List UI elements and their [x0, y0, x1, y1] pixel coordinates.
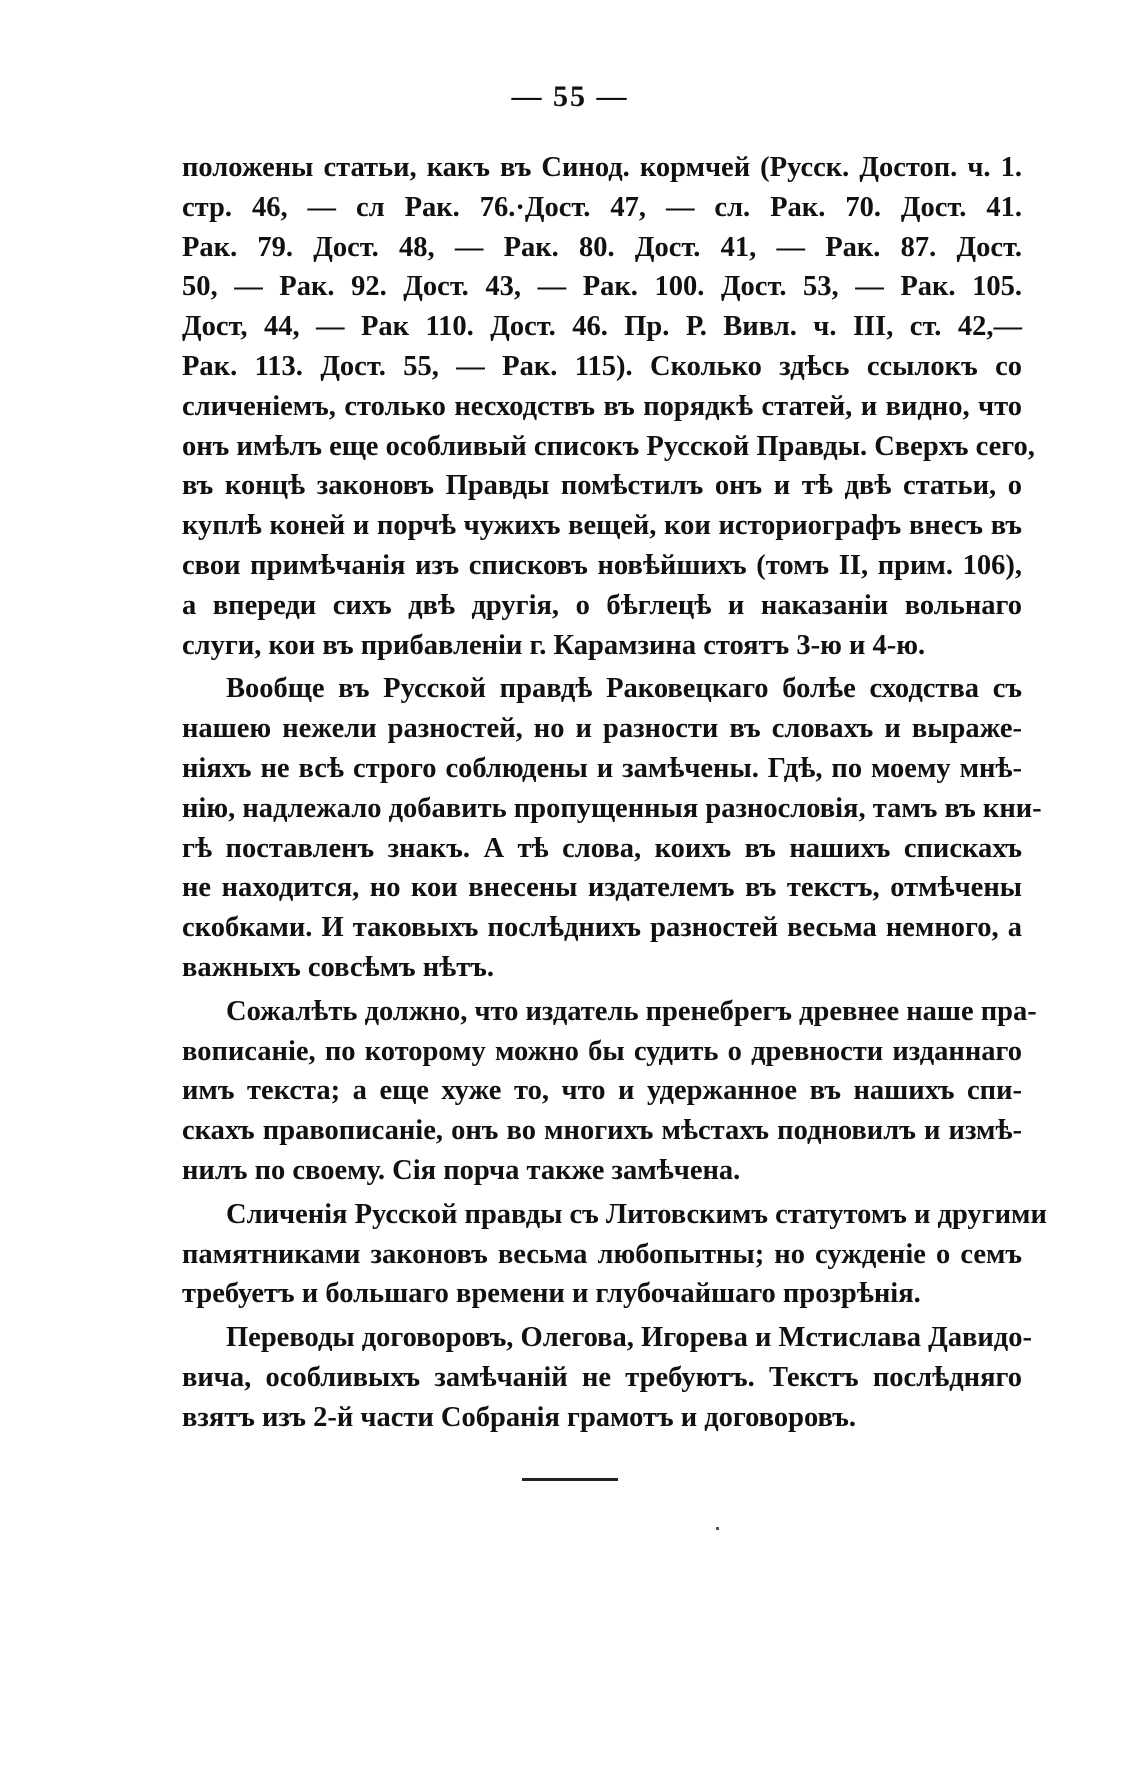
- text-line: вописаніе, по которому можно бы судить о древности изданнаго: [182, 1035, 1022, 1067]
- text-line: свои примѣчанія изъ списковъ новѣйшихъ (томъ II, прим. 106),: [182, 549, 1022, 581]
- text-line: положены статьи, какъ въ Синод. кормчей (Русск. Достоп. ч. 1.: [182, 152, 1022, 183]
- text-line: вича, особливыхъ замѣчаній не требуютъ. Текстъ послѣдняго: [182, 1361, 1022, 1393]
- text-line: Рак. 113. Дост. 55, — Рак. 115). Сколько здѣсь ссылокъ со: [182, 350, 1022, 382]
- paragraph-1: [182, 148, 1035, 665]
- paragraph-2: [182, 669, 1042, 987]
- text-line: онъ имѣлъ еще особливый списокъ Русской Правды. Сверхъ сего,: [182, 430, 1035, 462]
- paragraph-5: [182, 1318, 1032, 1437]
- text-line: въ концѣ законовъ Правды помѣстилъ онъ и тѣ двѣ статьи, о: [182, 470, 1022, 502]
- text-line: сличеніемъ, столько несходствъ въ порядкѣ статей, и видно, что: [182, 390, 1022, 422]
- text-line: Переводы договоровъ, Олегова, Игорева и Мстислава Давидо-: [226, 1322, 1032, 1354]
- text-line: важныхъ совсѣмъ нѣтъ.: [182, 951, 494, 983]
- text-line: гѣ поставленъ знакъ. А тѣ слова, коихъ въ нашихъ спискахъ: [182, 832, 1022, 864]
- text-line: взятъ изъ 2-й части Собранія грамотъ и договоровъ.: [182, 1401, 856, 1433]
- text-line: слуги, кои въ прибавленіи г. Карамзина стоятъ 3-ю и 4-ю.: [182, 629, 926, 661]
- text-line: имъ текста; а еще хуже то, что и удержанное въ нашихъ спи-: [182, 1075, 1022, 1107]
- section-end-rule: [522, 1478, 618, 1481]
- text-line: куплѣ коней и порчѣ чужихъ вещей, кои историографъ внесъ въ: [182, 510, 1022, 542]
- text-line: Сличенія Русской правды съ Литовскимъ статутомъ и другими: [226, 1198, 1047, 1230]
- text-line: нашею нежели разностей, но и разности въ словахъ и выраже-: [182, 713, 1022, 745]
- body-text: [182, 148, 1047, 1438]
- page-number: — 55 —: [511, 80, 629, 113]
- print-speck: [716, 1527, 719, 1530]
- text-line: требуетъ и большаго времени и глубочайшаго прозрѣнія.: [182, 1278, 921, 1310]
- text-line: памятниками законовъ весьма любопытны; но сужденіе о семъ: [182, 1238, 1022, 1270]
- text-line: Рак. 79. Дост. 48, — Рак. 80. Дост. 41, — Рак. 87. Дост.: [182, 231, 1022, 263]
- text-line: скобками. И таковыхъ послѣднихъ разностей весьма немного, а: [182, 912, 1022, 944]
- text-line: стр. 46, — сл Рак. 76.·Дост. 47, — сл. Рак. 70. Дост. 41.: [182, 191, 1022, 223]
- text-line: нилъ по своему. Сія порча также замѣчена.: [182, 1154, 741, 1186]
- text-line: ніяхъ не всѣ строго соблюдены и замѣчены. Гдѣ, по моему мнѣ-: [182, 752, 1022, 784]
- text-line: Вообще въ Русской правдѣ Раковецкаго болѣе сходства съ: [226, 673, 1022, 705]
- text-line: не находится, но кои внесены издателемъ въ текстъ, отмѣчены: [182, 872, 1022, 904]
- text-line: Сожалѣть должно, что издатель пренебрегъ древнее наше пра-: [226, 995, 1037, 1027]
- text-line: Дост, 44, — Рак 110. Дост. 46. Пр. Р. Вивл. ч. III, ст. 42,—: [182, 311, 1022, 343]
- text-line: а впереди сихъ двѣ другія, о бѣглецѣ и наказаніи вольнаго: [182, 589, 1022, 621]
- paragraph-3: [182, 992, 1037, 1191]
- text-line: 50, — Рак. 92. Дост. 43, — Рак. 100. Дост. 53, — Рак. 105.: [182, 271, 1022, 303]
- paragraph-4: [182, 1195, 1047, 1314]
- text-line: нію, надлежало добавить пропущенныя разнословія, тамъ въ кни-: [182, 792, 1042, 824]
- text-line: скахъ правописаніе, онъ во многихъ мѣстахъ подновилъ и измѣ-: [182, 1115, 1022, 1147]
